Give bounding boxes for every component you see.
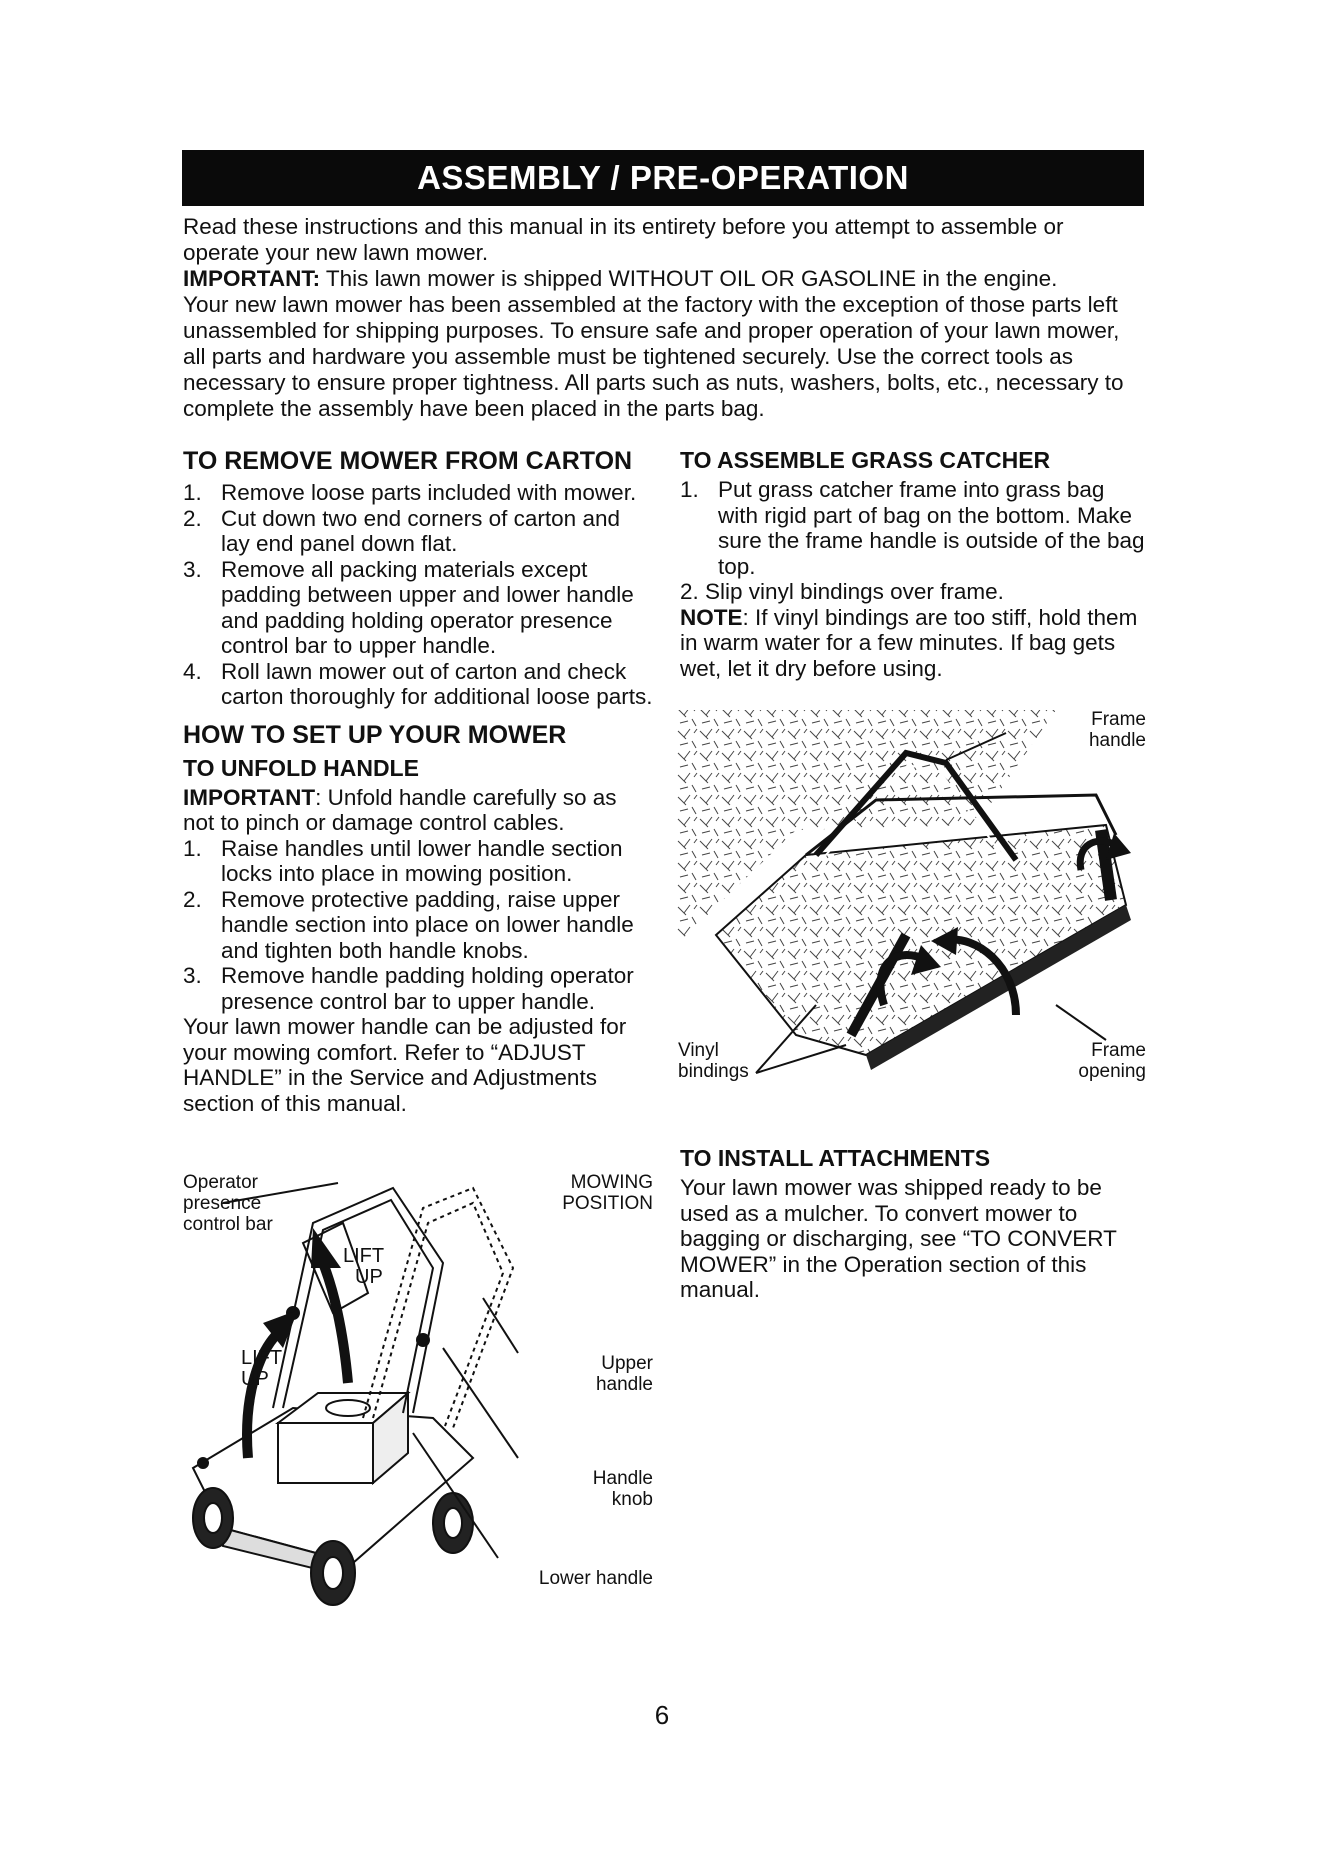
vinyl-note — [680, 605, 1150, 682]
list-item — [183, 659, 653, 710]
section-title: ASSEMBLY / PRE-OPERATION — [417, 159, 909, 196]
right-column — [680, 446, 1150, 681]
label-line: knob — [611, 1489, 653, 1510]
label-line: Vinyl — [678, 1040, 719, 1061]
important-text: : Unfold handle carefully so as not to pinch or damage control cables. — [183, 784, 617, 835]
step-text: Put grass catcher frame into grass bag with rigid part of bag on the bottom. Make sure the frame handle is outside of the bag top. — [718, 477, 1145, 579]
set-up-heading: HOW TO SET UP YOUR MOWER — [183, 720, 567, 749]
step-text: Raise handles until lower handle section locks into place in mowing position. — [221, 835, 623, 886]
step-number: 3. — [183, 963, 202, 988]
attachments-text: Your lawn mower was shipped ready to be used as a mulcher. To convert mower to bagging or discharging, see “TO CONVERT MOWER” in the Operation section of this manual. — [680, 1175, 1117, 1302]
label-line: Frame — [1091, 1040, 1146, 1061]
label-line: UP — [241, 1368, 269, 1390]
label-line: LIFT — [343, 1245, 385, 1267]
label-line: POSITION — [562, 1193, 653, 1214]
list-item — [183, 836, 653, 887]
step-number: 2. — [183, 886, 202, 912]
vinyl-bindings-label — [678, 1040, 749, 1082]
important-label: IMPORTANT: — [183, 266, 321, 291]
note-label: NOTE — [680, 604, 743, 630]
list-item — [680, 579, 1150, 605]
remove-carton-steps — [183, 480, 653, 710]
lift-up-label-upper — [343, 1246, 384, 1288]
left-column — [183, 446, 653, 1116]
lift-up-label-lower — [241, 1348, 282, 1390]
adjust-handle-note: Your lawn mower handle can be adjusted for your mowing comfort. Refer to “ADJUST HANDLE” in the Service and Adjustments section of this manual. — [183, 1014, 627, 1116]
lower-handle-label: Lower handle — [538, 1568, 653, 1589]
handle-unfold-illustration — [183, 1168, 653, 1608]
list-item — [183, 557, 653, 659]
step-text: Roll lawn mower out of carton and check carton thoroughly for additional loose parts. — [221, 658, 653, 709]
label-line: handle — [1088, 730, 1146, 751]
step-number: 1. — [680, 477, 699, 502]
important-text: This lawn mower is shipped WITHOUT OIL OR GASOLINE in the engine. — [320, 266, 1058, 291]
unfold-steps — [183, 836, 653, 1015]
step-number: 2. — [183, 505, 202, 531]
section-banner — [182, 150, 1144, 206]
label-line: MOWING — [570, 1172, 653, 1193]
important-note — [183, 266, 1145, 292]
label-line: handle — [595, 1374, 653, 1395]
handle-knob-label — [593, 1468, 653, 1510]
list-item — [183, 506, 653, 557]
upper-handle-label — [596, 1353, 653, 1395]
unfold-handle-heading: TO UNFOLD HANDLE — [183, 754, 419, 781]
label-line: UP — [355, 1266, 383, 1288]
label-line: opening — [1078, 1061, 1146, 1082]
page-number: 6 — [654, 1700, 670, 1730]
assembly-paragraph: Your new lawn mower has been assembled at the factory with the exception of those parts left unassembled for shipping purposes. To ensure safe and proper operation of your lawn mower, all parts and hardware you assemble must be tightened securely. Use the correct tools as necessary to ensure proper tightness. All parts such as nuts, washers, bolts, etc., necessary to complete the assembly have been placed in the parts bag. — [183, 292, 1124, 421]
label-line: Handle — [592, 1468, 653, 1489]
list-item — [183, 963, 653, 1014]
grass-catcher-heading: TO ASSEMBLE GRASS CATCHER — [680, 447, 1051, 473]
operator-label — [183, 1172, 273, 1235]
label-line: LIFT — [241, 1347, 283, 1369]
intro-text — [183, 214, 1145, 422]
unfold-important — [183, 785, 653, 836]
step-number: 1. — [183, 480, 202, 505]
label-line: control bar — [183, 1214, 273, 1235]
list-item — [680, 477, 1150, 579]
step-text: Remove protective padding, raise upper handle section into place on lower handle and tighten both handle knobs. — [221, 886, 634, 963]
remove-carton-heading: TO REMOVE MOWER FROM CARTON — [183, 447, 633, 475]
note-text: : If vinyl bindings are too stiff, hold them in warm water for a few minutes. If bag gets wet, let it dry before using. — [680, 604, 1138, 681]
step-number: 1. — [183, 835, 202, 861]
grass-catcher-illustration — [676, 705, 1146, 1095]
step-number: 4. — [183, 658, 202, 684]
label-line: presence — [183, 1193, 262, 1214]
step-text: Cut down two end corners of carton and lay end panel down flat. — [221, 505, 620, 556]
step-text: Remove loose parts included with mower. — [221, 480, 637, 505]
frame-handle-label — [1089, 709, 1146, 751]
list-item — [183, 480, 653, 506]
label-line: Upper — [601, 1353, 653, 1374]
step-number: 2. — [680, 579, 699, 604]
step-number: 3. — [183, 556, 202, 582]
frame-opening-label — [1078, 1040, 1146, 1082]
step-text: Slip vinyl bindings over frame. — [705, 579, 1004, 604]
mowing-position-label — [562, 1172, 653, 1214]
step-text: Remove all packing materials except padding between upper and lower handle and padding holding operator presence control bar to upper handle. — [221, 556, 634, 658]
catcher-drawing — [676, 705, 1146, 1095]
label-line: bindings — [678, 1061, 749, 1082]
attachments-section — [680, 1144, 1150, 1303]
label-line: Frame — [1091, 709, 1146, 730]
attachments-heading: TO INSTALL ATTACHMENTS — [680, 1145, 991, 1171]
intro-paragraph: Read these instructions and this manual in its entirety before you attempt to assemble or operate your new lawn mower. — [183, 214, 1064, 265]
list-item — [183, 887, 653, 964]
important-label: IMPORTANT — [183, 784, 316, 810]
label-line: Operator — [183, 1172, 258, 1193]
grass-catcher-steps — [680, 477, 1150, 605]
step-text: Remove handle padding holding operator presence control bar to upper handle. — [221, 963, 634, 1014]
